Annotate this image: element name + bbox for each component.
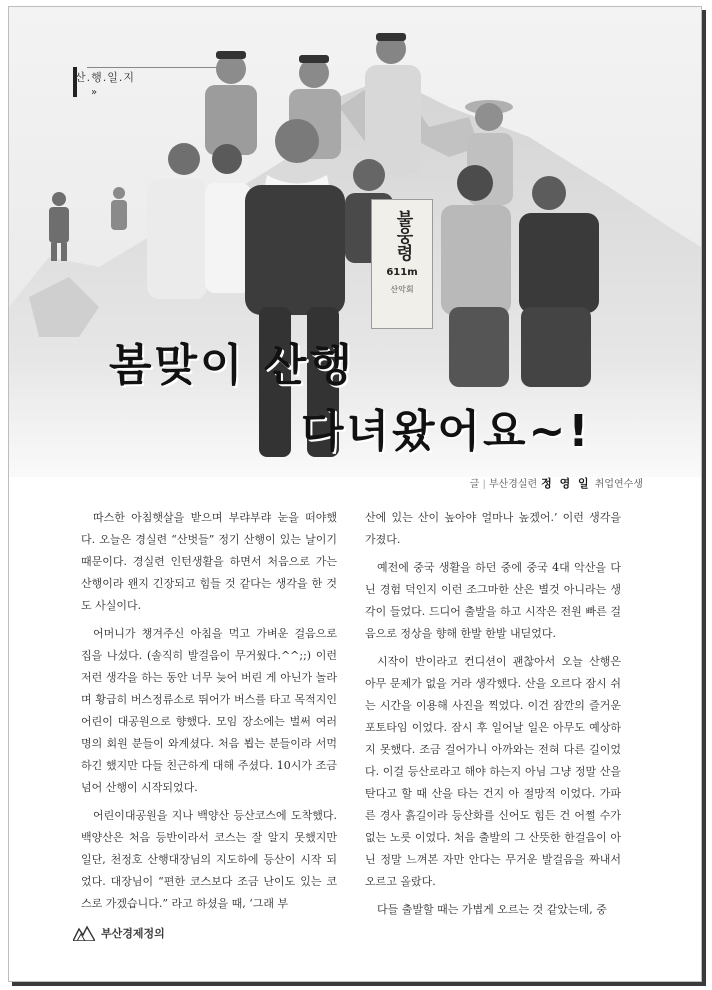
- article-title-line-1: 봄맞이 산행: [109, 340, 355, 391]
- article-column-right: [365, 507, 621, 927]
- summit-sign: [371, 199, 433, 329]
- paragraph: 시작이 반이라고 컨디션이 괜찮아서 오늘 산행은 아무 문제가 없을 거라 생각했다. 산을 오르다 잠시 쉬는 시간을 이용해 사진을 찍었다. 이건 잠깐의 즐거운 포토타임 이었다. 잠시 후 일어날 일은 아무도 예상하지 못했다. 조금 걸어가니 아까와는 전혀 다른 길이었다. 이걸 등산로라고 해야 하는지 아님 그냥 정말 산을 탄다고 할 때 산을 타는 건지 아 절망적 이었다. 가파른 경사 흙길이라 등산화를 신어도 힘든 건 어쩔 수가 없는 노릇 이었다. 처음 출발의 그 산뜻한 한걸음이 아닌 정말 느껴본 자만 안다는 무거운 발걸음을 짜내서 오르고 올랐다.: [365, 655, 621, 888]
- summit-club: 산악회: [390, 285, 414, 294]
- paragraph: 산에 있는 산이 높아야 얼마나 높겠어.’ 이런 생각을 가졌다.: [365, 511, 621, 546]
- byline-org: 부산경실련: [488, 479, 538, 490]
- background-hiker: [111, 187, 127, 230]
- section-arrow-icon: »: [91, 87, 98, 98]
- article-title-line-2: 다녀왔어요~!: [301, 406, 592, 457]
- footer: [73, 925, 165, 941]
- summit-altitude: 611m: [386, 267, 418, 278]
- byline: 글 | 부산경실련 정 영 일 취업연수생: [469, 477, 643, 490]
- paragraph: 어린이대공원을 지나 백양산 등산코스에 도착했다. 백양산은 처음 등반이라서 코스는 잘 알지 못했지만 일단, 천정호 산행대장님의 지도하에 등산이 시작 되었다. 대장님이 “편한 코스보다 조금 난이도 있는 코스로 가겠습니다.” 라고 하셨을 때, ‘그래 부: [81, 809, 337, 910]
- magazine-name: 부산경제정의: [101, 927, 165, 940]
- paragraph: 따스한 아침햇살을 받으며 부랴부랴 눈을 떠야했다. 오늘은 경실련 “산벗들” 정기 산행이 있는 날이기 때문이다. 경실련 인턴생활을 하면서 처음으로 가는 산행이라 왠지 긴장되고 힘들 것 같다는 생각을 한 것도 사실이다.: [81, 511, 337, 612]
- paragraph: 어머니가 챙겨주신 아침을 먹고 가벼운 걸음으로 집을 나섰다. (솔직히 발걸음이 무거웠다.^^;;) 이런 저런 생각을 하는 동안 너무 늦어 버린 게 아닌가 놀라며 황급히 버스정류소로 뛰어가 버스를 타고 목적지인 어린이 대공원으로 향했다. 모임 장소에는 벌써 여러 명의 회원 분들이 와계셨다. 처음 뵙는 분들이라 서먹하긴 했지만 다들 친근하게 대해 주셨다. 10시가 조금 넘어 산행이 시작되었다.: [81, 627, 337, 794]
- byline-prefix: 글: [469, 479, 480, 490]
- summit-name: 불웅령: [392, 210, 413, 261]
- magazine-page: [8, 6, 702, 982]
- byline-role: 취업연수생: [594, 479, 643, 490]
- article-column-left: [81, 507, 337, 921]
- section-divider: [87, 67, 217, 68]
- mountain-logo-icon: [73, 925, 95, 941]
- paragraph: 다들 출발할 때는 가볍게 오르는 것 같았는데, 중: [377, 903, 607, 916]
- section-label: 산.행.일.지: [75, 71, 135, 84]
- byline-author: 정 영 일: [541, 477, 591, 490]
- paragraph: 예전에 중국 생활을 하던 중에 중국 4대 악산을 다닌 경험 덕인지 이런 조그마한 산은 별것 아니라는 생각이 들었다. 드디어 출발을 하고 시작은 전원 빠른 걸음으로 정상을 향해 한발 한발 내딛었다.: [365, 561, 621, 640]
